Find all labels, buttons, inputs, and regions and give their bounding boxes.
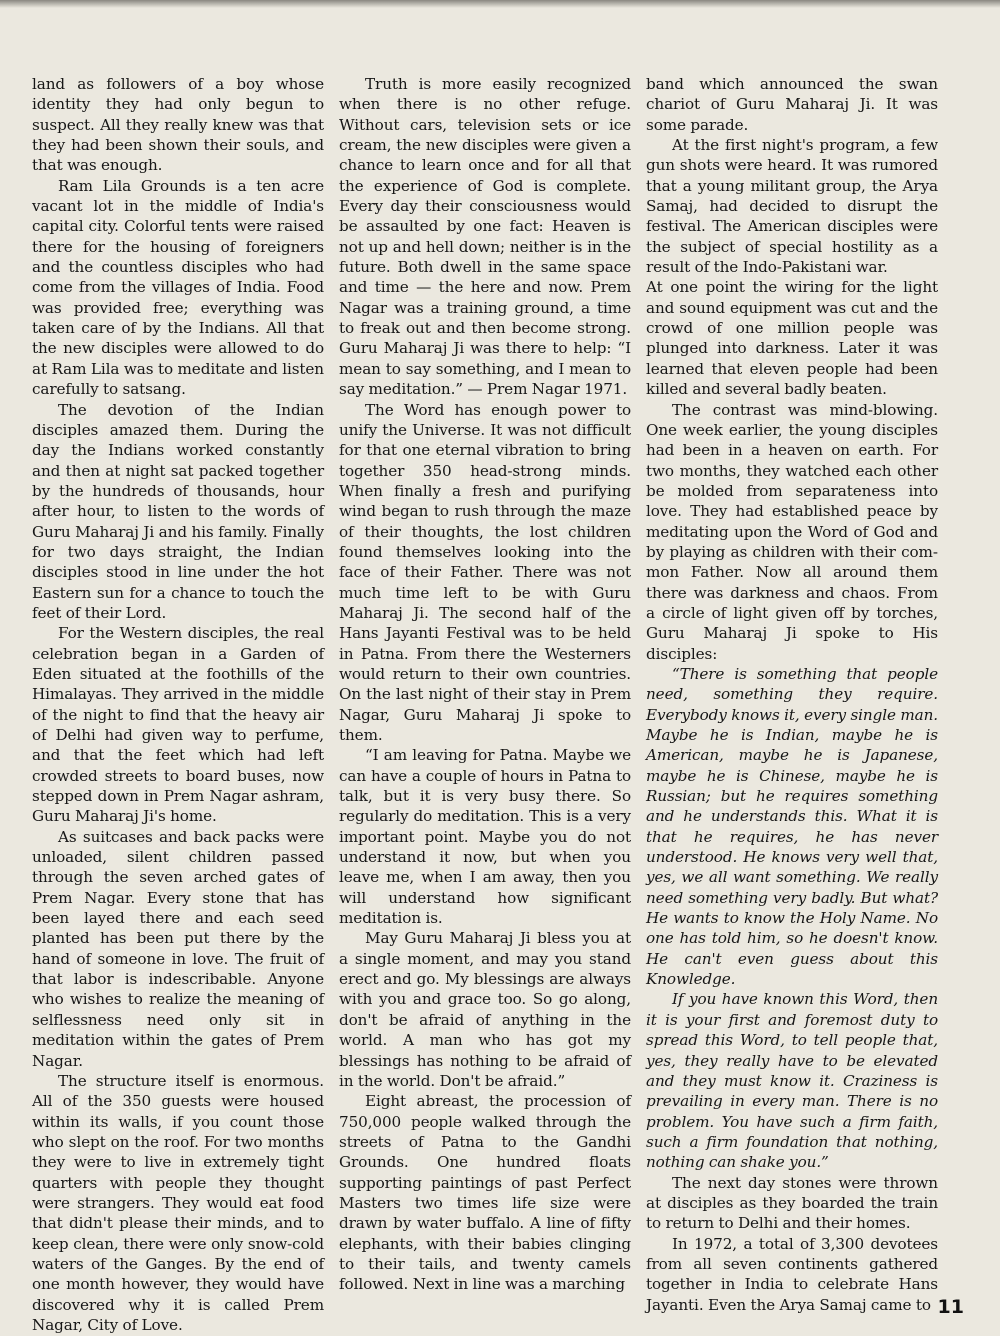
paragraph: The Word has enough power to unify the Universe. It was not difficult for that one eternal vibration to bring together 350 head-strong minds. When finally a fresh and purifying wind began to rush through the maze of their thoughts, the lost children found themselves looking into the face of their Father. There was not much time left to be with Guru Maharaj Ji. The second half of the Hans Jayanti Festival was to be held in Patna. From there the Westerners would return to their own countries. On the last night of their stay in Prem Nagar, Guru Maharaj Ji spoke to them. bbox=[339, 400, 631, 744]
paragraph: At the first night's program, a few gun shots were heard. It was rumored that a young militant group, the Arya Samaj, had decided to disrupt the festival. The American disciples were the subject of special hostility as a result of the Indo-Pakistani war. bbox=[646, 136, 938, 277]
paragraph: If you have known this Word, then it is your first and foremost duty to spread this Word, to tell people that, yes, they really have to be elevated and they must know it. Craziness is prevailing in every man. There is no problem. You have such a firm faith, such a firm foundation that nothing, nothing can shake you.” bbox=[646, 990, 938, 1172]
paragraph: band which announced the swan chariot of Guru Maharaj Ji. It was some parade. bbox=[646, 75, 938, 134]
text-column-1 bbox=[32, 74, 324, 1334]
paragraph: land as followers of a boy whose identity they had only begun to suspect. All they really knew was that they had been shown their souls, and that was enough. bbox=[32, 75, 324, 175]
paragraph: The next day stones were thrown at disciples as they boarded the train to return to Delhi and their homes. bbox=[646, 1173, 938, 1233]
page-top-edge bbox=[0, 0, 1000, 8]
paragraph: For the Western disciples, the real celebration began in a Garden of Eden situated at the foothills of the Himalayas. They arrived in the middle of the night to find that the heavy air of Delhi had given way to perfume, and that the feet which had left crowded streets to board buses, now stepped down in Prem Nagar ashram, Guru Maharaj Ji's home. bbox=[32, 624, 324, 826]
paragraph: The devotion of the Indian disciples amazed them. During the day the Indians worked constantly and then at night sat packed together by the hundreds of thousands, hour after hour, to listen to the words of Guru Maharaj Ji and his family. Finally for two days straight, the Indian disciples stood in line under the hot Eastern sun for a chance to touch the feet of their Lord. bbox=[32, 400, 324, 622]
paragraph: The structure itself is enormous. All of the 350 guests were housed within its walls, if you count those who slept on the roof. For two months they were to live in extremely tight quarters with people they thought were strangers. They would eat food that didn't please their minds, and to keep clean, there were only snow-cold waters of the Ganges. By the end of one month however, they would have discovered why it is called Prem Nagar, City of Love. bbox=[32, 1071, 324, 1334]
paragraph: As suitcases and back packs were unloaded, silent children passed through the seven arched gates of Prem Nagar. Every stone that has been layed there and each seed planted has been put there by the hand of someone in love. The fruit of that labor is indescribable. Anyone who wishes to realize the meaning of selflessness need only sit in meditation within the gates of Prem Nagar. bbox=[32, 827, 324, 1070]
paragraph: May Guru Maharaj Ji bless you at a single moment, and may you stand erect and go. My blessings are always with you and grace too. So go along, don't be afraid of anything in the world. A man who has got my blessings has nothing to be afraid of in the world. Don't be afraid.” bbox=[339, 929, 631, 1090]
paragraph: Eight abreast, the procession of 750,000 people walked through the streets of Patna to the Gandhi Grounds. One hundred floats supporting paintings of past Perfect Masters two times life size were drawn by water buffalo. A line of fifty elephants, with their babies clinging to their tails, and twenty camels followed. Next in line was a marching bbox=[339, 1092, 631, 1294]
paragraph: “I am leaving for Patna. Maybe we can have a couple of hours in Patna to talk, but it is very busy there. So regularly do meditation. This is a very important point. Maybe you do not understand it now, but when you leave me, when I am away, then you will understand how significant meditation is. bbox=[339, 746, 631, 928]
text-column-2 bbox=[339, 74, 631, 1294]
text-column-3 bbox=[646, 74, 938, 1314]
paragraph: Truth is more easily recognized when there is no other refuge. Without cars, television sets or ice cream, the new disciples were given a chance to learn once and for all that the experience of God is complete. Every day their consciousness would be assaulted by one fact: Heaven is not up and hell down; neither is in the future. Both dwell in the same space and time — the here and now. Prem Nagar was a training ground, a time to freak out and then become strong. Guru Maharaj Ji was there to help: “I mean to say something, and I mean to say meditation.” — Prem Nagar 1971. bbox=[339, 75, 631, 399]
paragraph: Ram Lila Grounds is a ten acre vacant lot in the middle of India's capital city. Colorful tents were raised there for the housing of foreigners and the countless disciples who had come from the villages of India. Food was provided free; everything was taken care of by the Indians. All that the new disciples were allowed to do at Ram Lila was to meditate and listen carefully to satsang. bbox=[32, 176, 324, 399]
paragraph: In 1972, a total of 3,300 devotees from all seven continents gathered together in India to celebrate Hans Jayanti. Even the Arya Samaj came to bbox=[646, 1234, 938, 1314]
paragraph: At one point the wiring for the light and sound equipment was cut and the crowd of one million people was plunged into darkness. Later it was learned that eleven people had been killed and several badly beaten. bbox=[646, 278, 938, 399]
page-number: 11 bbox=[937, 1296, 964, 1318]
paragraph: “There is something that people need, something they require. Everybody knows it, every single man. Maybe he is Indian, maybe he is American, maybe he is Japanese, maybe he is Chinese, maybe he is Russian; but he requires something and he understands this. What it is that he requires, he has never understood. He knows very well that, yes, we all want something. We really need something very badly. But what? He wants to know the Holy Name. No one has told him, so he doesn't know. He can't even guess about this Knowledge. bbox=[646, 664, 938, 989]
paragraph: The contrast was mind-blowing. One week earlier, the young disciples had been in a heaven on earth. For two months, they watched each other be molded from separateness into love. They had established peace by meditating upon the Word of God and by playing as children with their common Father. Now all around them there was darkness and chaos. From a circle of light given off by torches, Guru Maharaj Ji spoke to His disciples: bbox=[646, 400, 938, 663]
